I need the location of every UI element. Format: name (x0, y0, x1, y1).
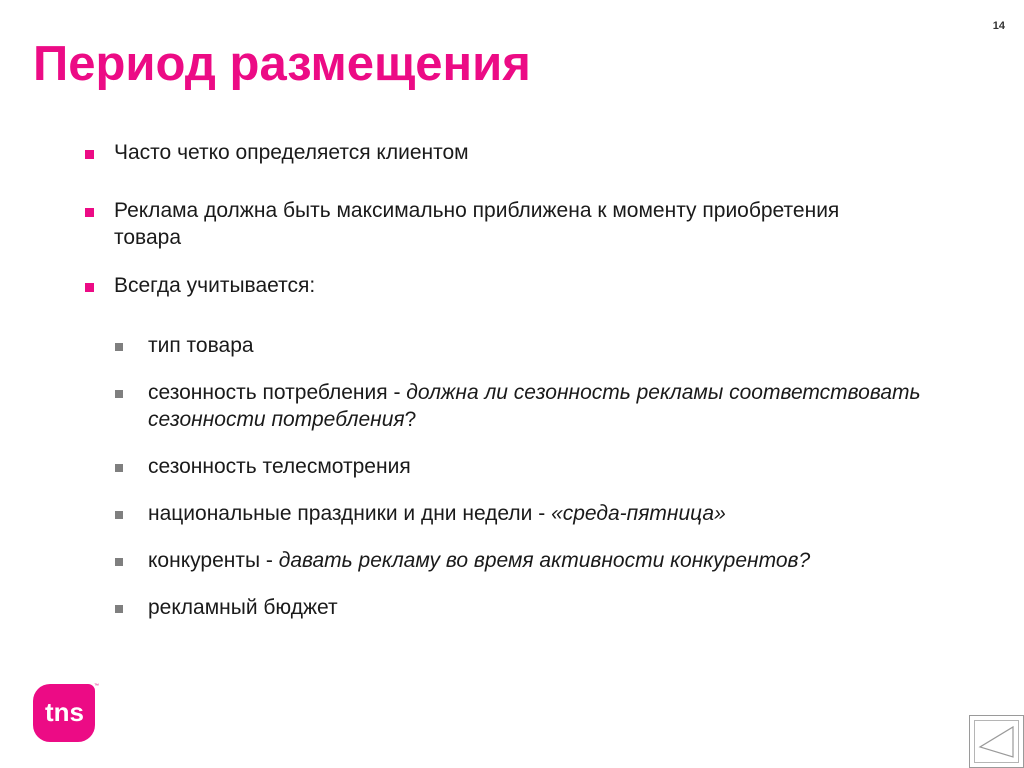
sub-bullet-item (115, 379, 975, 433)
sub-bullet-tail: ? (404, 408, 417, 431)
triangle-left-icon (978, 725, 1016, 759)
sub-bullet-item (115, 453, 975, 480)
previous-slide-button[interactable] (969, 715, 1024, 768)
gray-square-bullet-icon (115, 605, 123, 613)
sub-bullet-text (148, 500, 975, 527)
gray-square-bullet-icon (115, 511, 123, 519)
slide-number: 14 (992, 20, 1005, 32)
sub-bullet-emphasis: «среда-пятница» (551, 502, 726, 525)
pink-square-bullet-icon (85, 283, 94, 292)
sub-bullet-emphasis: давать рекламу во время активности конкурентов? (278, 549, 811, 572)
gray-square-bullet-icon (115, 390, 123, 398)
bullet-item (85, 197, 855, 251)
bullet-text: Всегда учитывается: (114, 274, 316, 297)
sub-bullet-text: рекламный бюджет (148, 596, 338, 619)
slide-title: Период размещения (33, 37, 531, 91)
pink-square-bullet-icon (85, 208, 94, 217)
sub-bullet-item (115, 547, 975, 574)
gray-square-bullet-icon (115, 343, 123, 351)
sub-bullet-plain-text: сезонность потребления - (148, 381, 407, 404)
sub-bullet-item (115, 594, 975, 621)
sub-bullet-plain-text: национальные праздники и дни недели - (148, 502, 552, 525)
sub-bullet-emphasis: должна ли сезонность рекламы соответствовать сезонности потребления (148, 381, 921, 431)
sub-bullet-plain-text: конкуренты - (148, 549, 279, 572)
pink-square-bullet-icon (85, 150, 94, 159)
bullet-item (85, 272, 855, 299)
sub-bullet-item (115, 500, 975, 527)
gray-square-bullet-icon (115, 464, 123, 472)
bullet-item (85, 139, 855, 166)
sub-bullet-item (115, 332, 975, 359)
tns-logo (33, 684, 95, 742)
sub-bullet-text: тип товара (148, 334, 254, 357)
sub-bullet-text (148, 547, 975, 574)
trademark-mark: ™ (94, 683, 99, 689)
bullet-text: Часто четко определяется клиентом (114, 141, 469, 164)
gray-square-bullet-icon (115, 558, 123, 566)
bullet-text: Реклама должна быть максимально приближена к моменту приобретения товара (114, 199, 840, 249)
tns-logo-text: tns (45, 697, 84, 727)
sub-bullet-text: сезонность телесмотрения (148, 455, 411, 478)
sub-bullet-text (148, 379, 975, 433)
